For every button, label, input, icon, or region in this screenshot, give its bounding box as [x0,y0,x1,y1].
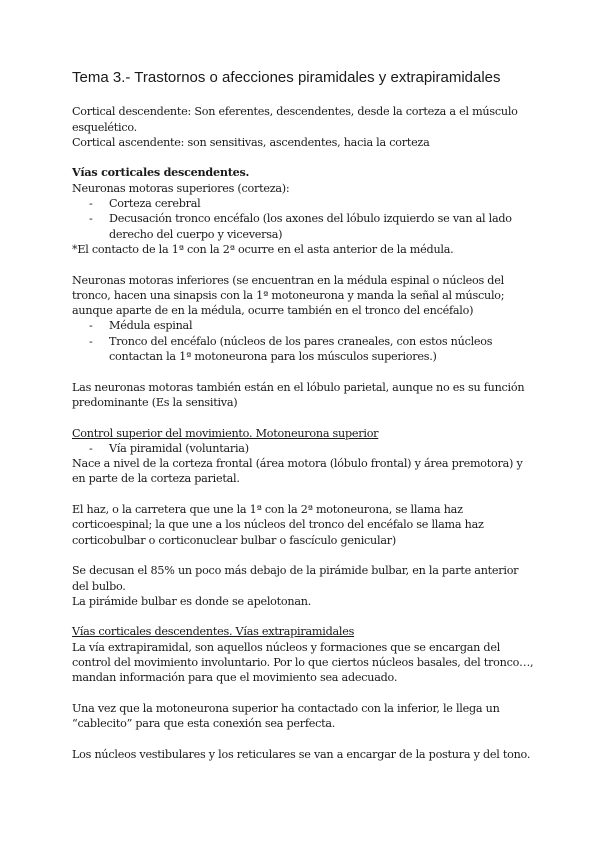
neuronas-inferiores-paragraph: Neuronas motoras inferiores (se encuentran en la médula espinal o núcleos del tronco, hacen una sinapsis con la 1ª motoneurona y manda la señal al músculo; aunque aparte de en la médula, ocurre también en el tronco del encéfalo) [72,273,505,318]
list-item: - Médula espinal [72,318,534,333]
intro-line-1: Cortical descendente: Son eferentes, descendentes, desde la corteza a el músculo esquelético. [72,105,518,134]
control-list [72,441,534,456]
section-heading-extrapiramidales: Vías corticales descendentes. Vías extrapiramidales [72,625,355,639]
list-item: - Decusación tronco encéfalo (los axones del lóbulo izquierdo se van al lado derecho del cuerpo y viceversa) [72,211,534,242]
extrapiramidal-paragraph: La vía extrapiramidal, son aquellos núcleos y formaciones que se encargan del control del movimiento involuntario. Por lo que ciertos núcleos basales, del tronco…, mandan información para que el movimiento sea adecuado. [72,640,534,685]
parietal-paragraph: Las neuronas motoras también están en el lóbulo parietal, aunque no es su función predominante (Es la sensitiva) [72,380,525,409]
control-paragraph: Nace a nivel de la corteza frontal (área motora (lóbulo frontal) y área premotora) y en parte de la corteza parietal. [72,457,523,486]
neuronas-inferiores-list [72,318,534,364]
neuronas-superiores-label: Neuronas motoras superiores (corteza): [72,181,290,195]
section-heading-vias-descendentes: Vías corticales descendentes. [72,165,250,180]
intro-line-2: Cortical ascendente: son sensitivas, ascendentes, hacia la corteza [72,135,430,149]
document-title: Tema 3.- Trastornos o afecciones piramidales y extrapiramidales [72,69,501,86]
decusan-line-1: Se decusan el 85% un poco más debajo de la pirámide bulbar, en la parte anterior del bulbo. [72,564,519,593]
section-heading-control-superior: Control superior del movimiento. Motoneurona superior [72,426,379,440]
decusan-line-2: La pirámide bulbar es donde se apelotonan. [72,594,312,608]
cablecito-paragraph: Una vez que la motoneurona superior ha contactado con la inferior, le llega un “cablecito” para que esta conexión sea perfecta. [72,701,500,731]
document-page [72,70,534,762]
list-item: - Corteza cerebral [72,196,534,211]
neuronas-superiores-list [72,196,534,242]
list-item: - Tronco del encéfalo (núcleos de los pares craneales, con estos núcleos contactan la 1ª motoneurona para los músculos superiores.) [72,334,534,365]
vestibulares-paragraph: Los núcleos vestibulares y los reticulares se van a encargar de la postura y del tono. [72,747,531,761]
list-item: - Vía piramidal (voluntaria) [72,441,534,456]
note-asta-anterior: *El contacto de la 1ª con la 2ª ocurre en el asta anterior de la médula. [72,242,454,256]
haz-paragraph: El haz, o la carretera que une la 1ª con la 2ª motoneurona, se llama haz corticoespinal; la que une a los núcleos del tronco del encéfalo se llama haz corticobulbar o corticonuclear bulbar o fascículo genicular) [72,503,484,547]
